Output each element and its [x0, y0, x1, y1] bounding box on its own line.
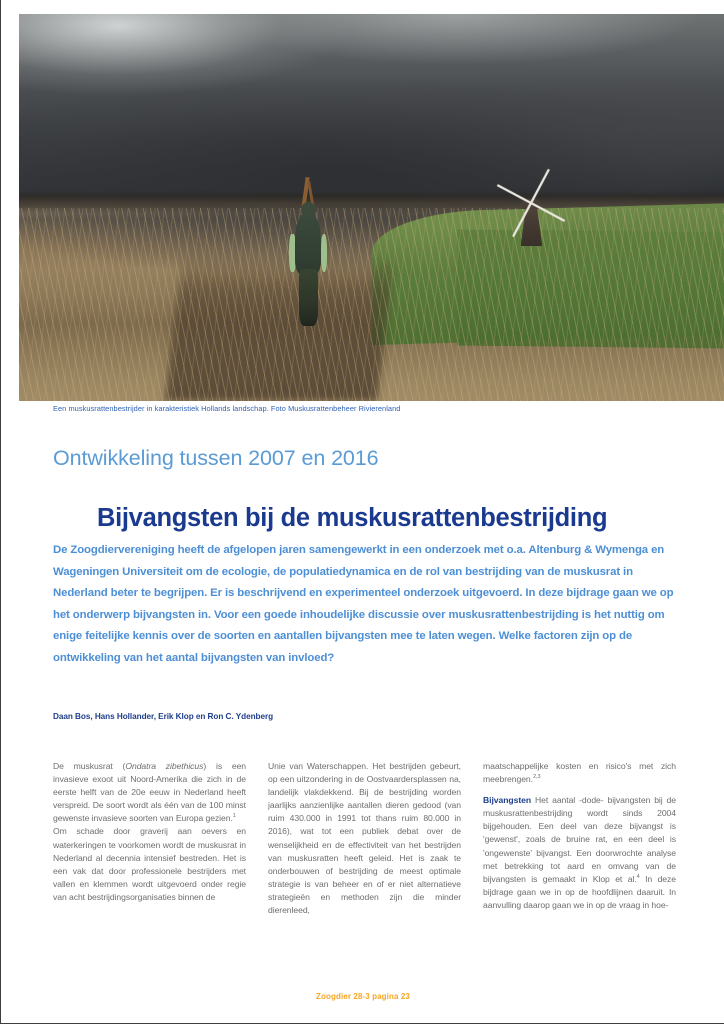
section-heading-bijvangsten: Bijvangsten [483, 795, 532, 806]
paragraph-text: ) is een invasieve exoot uit Noord-Amerika die zich in de eerste helft van de 20e eeuw in Nederland heeft verspreid. De soort wordt als één van de 100 minst gewenste invasieve soorten van Europa gezien. [53, 761, 247, 824]
photo-trapper-figure [289, 198, 329, 326]
photo-windmill-sail [496, 184, 531, 204]
hero-photo [19, 14, 724, 401]
paragraph-text: De muskusrat ( [53, 761, 126, 771]
paragraph-text: In deze bijdrage gaan we in op de hoofdlijnen daaruit. In aanvulling daarop gaan we in op de vraag in hoe- [483, 873, 676, 910]
paragraph [483, 760, 676, 786]
paragraph [53, 760, 246, 825]
paragraph: Om schade door graverij aan oevers en waterkeringen te voorkomen wordt de muskusrat in Nederland al decennia intensief bestreden. Het is een vak dat door professionele bestrijders met vallen en klemmen wordt uitgevoerd onder regie van acht bestrijdingsorganisaties binnen de [53, 826, 246, 902]
photo-meadow-right [457, 229, 724, 348]
page-title: Bijvangsten bij de muskusrattenbestrijding [97, 504, 608, 533]
photo-figure-torso [295, 213, 321, 274]
photo-dirt-path [165, 254, 395, 401]
photo-figure-legs [299, 269, 318, 325]
article-lead-paragraph: De Zoogdiervereniging heeft de afgelopen jaren samengewerkt in een onderzoek met o.a. Altenburg & Wymenga en Wageningen Universiteit om de ecologie, de populatiedynamica en de rol van bestrijding van de muskusrat in Nederland beter te begrijpen. Er is beschrijvend en experimenteel onderzoek uitgevoerd. In deze bijdrage gaan we op het onderwerp bijvangsten in. Voor een goede inhoudelijke discussie over muskusrattenbestrijding is het nuttig om enige feitelijke kennis over de soorten en aantallen bijvangsten mee te laten wegen. Welke factoren zijn op de ontwikkeling van het aantal bijvangsten van invloed? [53, 544, 674, 664]
species-latin-name: Ondatra zibethicus [125, 761, 204, 771]
photo-caption: Een muskusrattenbestrijder in karakteristiek Hollands landschap. Foto Muskusrattenbeheer Rivierenland [53, 404, 401, 413]
paragraph-text: maatschappelijke kosten en risico's met zich meebrengen. [483, 761, 676, 785]
page-footer: Zoogdier 28-3 pagina 23 [316, 992, 410, 1001]
paragraph-text: Het aantal -dode- bijvangsten bij de muskusrattenbestrijding wordt sinds 2004 bijgehouden. Een deel van deze bijvangst is 'gewenst', zoals de bruine rat, en een deel is 'ongewenste' bijvangst. Een doorwrochte analyse met betrekking tot aard en omvang van de bijvangsten is gemaakt in Klop et al. [483, 795, 676, 884]
paragraph [483, 794, 676, 912]
body-column-1 [53, 760, 246, 965]
footnote-ref: 2,3 [532, 774, 541, 781]
article-byline: Daan Bos, Hans Hollander, Erik Klop en Ron C. Ydenberg [53, 712, 274, 721]
paragraph-spacer [483, 786, 676, 794]
footnote-ref: 1 [232, 813, 236, 820]
body-column-3 [483, 760, 676, 965]
paragraph: Unie van Waterschappen. Het bestrijden gebeurt, op een uitzondering in de Oostvaardersplassen na, landelijk vlakdekkend. Bij de bestrijding worden jaarlijks aanzienlijke aantallen dieren gedood (van ruim 430.000 in 1991 tot thans ruim 80.000 in 2016), wat tot een publiek debat over de wenselijkheid en de effectiviteit van het bestrijden van muskusratten heeft geleid. Het is zaak te onderbouwen of bestrijding de meest optimale strategie is van beheer en of er niet alternatieve strategieën en methoden zijn die minder dierenleed, [268, 761, 461, 916]
body-column-2 [268, 760, 461, 965]
article-body-columns [53, 760, 677, 965]
footnote-ref: 4 [636, 873, 640, 880]
photo-windmill-body [521, 204, 543, 246]
photo-figure-arm-right [321, 234, 327, 272]
article-subtitle: Ontwikkeling tussen 2007 en 2016 [53, 446, 379, 470]
photo-windmill [499, 184, 563, 246]
